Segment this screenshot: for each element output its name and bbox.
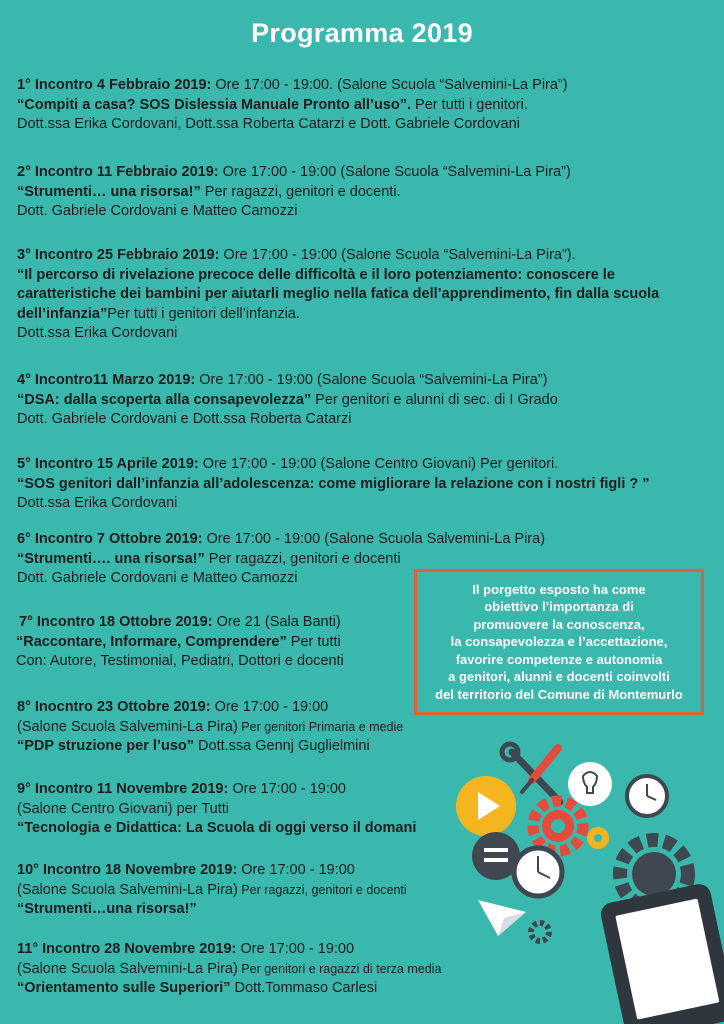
page-title: Programma 2019 [251,18,473,48]
event-heading: 10° Incontro 18 Novembre 2019: [17,862,238,878]
tech-illustration [440,740,724,1024]
event-speakers: Dott.ssa Erika Cordovani [17,495,178,511]
event-8 [17,698,403,757]
event-4 [17,371,558,430]
event-heading: 2° Incontro 11 Febbraio 2019: [17,164,219,180]
event-speakers: Con: Autore, Testimonial, Pediatri, Dottori e docenti [16,653,344,669]
event-topic: “Strumenti…una risorsa!” [17,901,197,917]
callout-line: obiettivo l’importanza di [484,599,634,615]
event-details: Ore 17:00 - 19:00 (Salone Scuola “Salvemini-La Pira”) [218,164,571,180]
event-audience: Per genitori e ragazzi di terza media [237,961,442,976]
event-speakers: Dott. Gabriele Cordovani e Dott.ssa Roberta Catarzi [17,411,352,427]
event-venue: (Salone Scuola Salvemini-La Pira) [17,881,238,898]
lightbulb-icon [568,762,612,806]
event-heading: 8° Inocntro 23 Ottobre 2019: [17,699,211,715]
event-11 [17,940,441,999]
event-5 [17,455,650,514]
event-audience: Per genitori e alunni di sec. di I Grado [311,391,558,408]
callout-line: promuovere la conoscenza, [473,616,645,632]
event-audience: Per tutti [286,633,341,650]
event-topic: “Orientamento sulle Superiori” [17,980,231,996]
callout-line: Il porgetto esposto ha come [472,582,646,598]
event-topic: “Strumenti…. una risorsa!” [17,550,205,567]
event-venue: (Salone Centro Giovani) [17,800,173,817]
event-details: Ore 17:00 - 19:00. (Salone Scuola “Salvemini-La Pira”) [211,77,568,93]
event-details: Ore 17:00 - 19:00 [236,941,355,957]
event-speakers: Dott. Gabriele Cordovani e Matteo Camozzi [17,570,298,586]
event-audience: Per tutti i genitori dell’infanzia. [107,305,300,322]
event-details: Ore 17:00 - 19:00 (Salone Scuola Salvemini-La Pira) [202,531,546,547]
event-heading: 11° Incontro 28 Novembre 2019: [17,941,237,957]
event-heading: 4° Incontro11 Marzo 2019: [17,372,196,388]
event-details: Ore 17:00 - 19:00 [210,699,329,715]
event-heading: 7° Incontro 18 Ottobre 2019: [19,614,213,630]
event-speakers: Dott.Tommaso Carlesi [230,980,378,996]
callout-line: la consapevolezza e l’accettazione, [450,634,668,650]
event-10 [17,861,407,920]
event-3 [17,246,659,344]
event-audience: Per ragazzi, genitori e docenti. [200,183,401,200]
event-details: Ore 17:00 - 19:00 (Salone Centro Giovani) Per genitori. [198,456,559,472]
event-details: Ore 17:00 - 19:00 [237,862,355,878]
clock-icon [627,776,667,816]
event-topic: “DSA: dalla scoperta alla consapevolezza” [17,391,312,408]
event-audience: Per ragazzi, genitori e docenti [237,882,407,897]
event-details: Ore 21 (Sala Banti) [212,614,341,630]
event-speakers: Dott. Gabriele Cordovani e Matteo Camozzi [17,203,298,219]
event-speakers: Dott.ssa Erika Cordovani [17,325,178,341]
event-venue: (Salone Scuola Salvemini-La Pira) [17,718,238,735]
event-audience: Per tutti i genitori. [411,96,528,113]
callout-line: a genitori, alunni e docenti coinvolti [448,669,670,685]
event-audience: per Tutti [172,800,229,817]
event-9 [17,780,416,839]
event-topic: “Strumenti… una risorsa!” [17,183,201,200]
clock-icon [514,848,562,896]
event-venue: (Salone Scuola Salvemini-La Pira) [17,960,238,977]
play-icon [456,776,516,836]
event-topic: “Compiti a casa? SOS Dislessia Manuale Pronto all’uso”. [17,96,412,113]
event-heading: 6° Incontro 7 Ottobre 2019: [17,531,203,547]
event-topic-line-1: “Il percorso di rivelazione precoce delle difficoltà e il loro potenziamento: conoscere le [17,266,615,283]
event-topic: “Tecnologia e Didattica: La Scuola di oggi verso il domani [17,820,417,836]
event-topic: “Raccontare, Informare, Comprendere” [16,633,287,650]
event-1 [17,76,568,135]
event-audience: Per genitori Primaria e medie [237,719,404,734]
event-details: Ore 17:00 - 19:00 (Salone Scuola “Salvemini-La Pira”) [195,372,548,388]
event-details: Ore 17:00 - 19:00 (Salone Scuola “Salvemini-La Pira”). [219,247,576,263]
paper-plane-icon [478,900,526,936]
event-speakers: Dott.ssa Gennj Guglielmini [194,738,370,754]
gear-icon [533,801,609,851]
event-speakers: Dott.ssa Erika Cordovani, Dott.ssa Roberta Catarzi e Dott. Gabriele Cordovani [17,116,520,132]
event-heading: 1° Incontro 4 Febbraio 2019: [17,77,212,93]
event-topic: “PDP struzione per l’uso” [17,738,194,754]
event-topic-line-2: caratteristiche dei bambini per aiutarli meglio nella fatica dell’apprendimento, fin dalla scuola [17,286,660,302]
project-callout [414,569,704,715]
event-2 [17,163,571,222]
event-topic-line-3: dell’infanzia” [17,305,108,322]
event-heading: 9° Incontro 11 Novembre 2019: [17,781,229,797]
event-heading: 5° Incontro 15 Aprile 2019: [17,456,199,472]
event-7 [16,613,344,672]
event-topic: “SOS genitori dall’infanzia all’adolescenza: come migliorare la relazione con i nostri figli ? ” [17,475,650,492]
event-heading: 3° Incontro 25 Febbraio 2019: [17,247,220,263]
tablet-icon [599,882,724,1024]
gear-icon [531,923,549,941]
callout-line: favorire competenze e autonomia [455,651,663,667]
event-audience: Per ragazzi, genitori e docenti [204,550,401,567]
event-details: Ore 17:00 - 19:00 [228,781,346,797]
callout-line: del territorio del Comune di Montemurlo [435,686,683,702]
